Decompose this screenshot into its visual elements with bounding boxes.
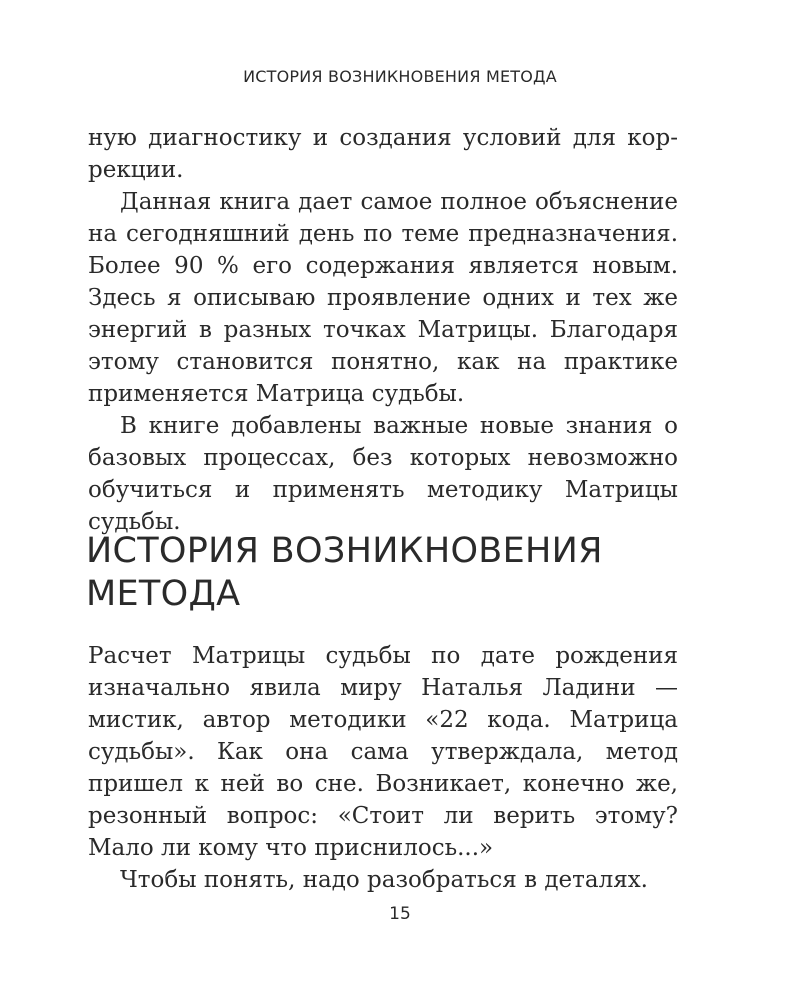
paragraph: Чтобы понять, надо разобраться в деталях. bbox=[120, 867, 648, 893]
paragraph: Данная книга дает самое полное объяснение на сегодняшний день по теме предназначения. Более 90 % его содержания является новым. Здесь я описываю проявление одних и тех же энергий в разных точках Матрицы. Благодаря этому становится понятно, как на практике применяется Матрица судьбы. bbox=[88, 189, 678, 407]
running-head: ИСТОРИЯ ВОЗНИКНОВЕНИЯ МЕТОДА bbox=[243, 67, 557, 86]
paragraph: Расчет Матрицы судьбы по дате рождения изначально явила миру Наталья Ладини — мистик, автор методики «22 кода. Матрица судьбы». Как она сама утверждала, метод пришел к ней во сне. Возникает, конечно же, резонный вопрос: «Стоит ли верить этому? Мало ли кому что приснилось...» bbox=[88, 643, 678, 861]
text-block-chapter bbox=[88, 640, 678, 896]
page-number: 15 bbox=[389, 904, 411, 924]
paragraph: ную диагностику и создания условий для коррекции. bbox=[88, 125, 678, 183]
chapter-heading: ИСТОРИЯ ВОЗНИКНОВЕНИЯ МЕТОДА bbox=[86, 531, 603, 614]
text-block-intro bbox=[88, 122, 678, 538]
paragraph: В книге добавлены важные новые знания о базовых процессах, без которых невозможно обучиться и применять методику Матрицы судьбы. bbox=[88, 413, 678, 535]
